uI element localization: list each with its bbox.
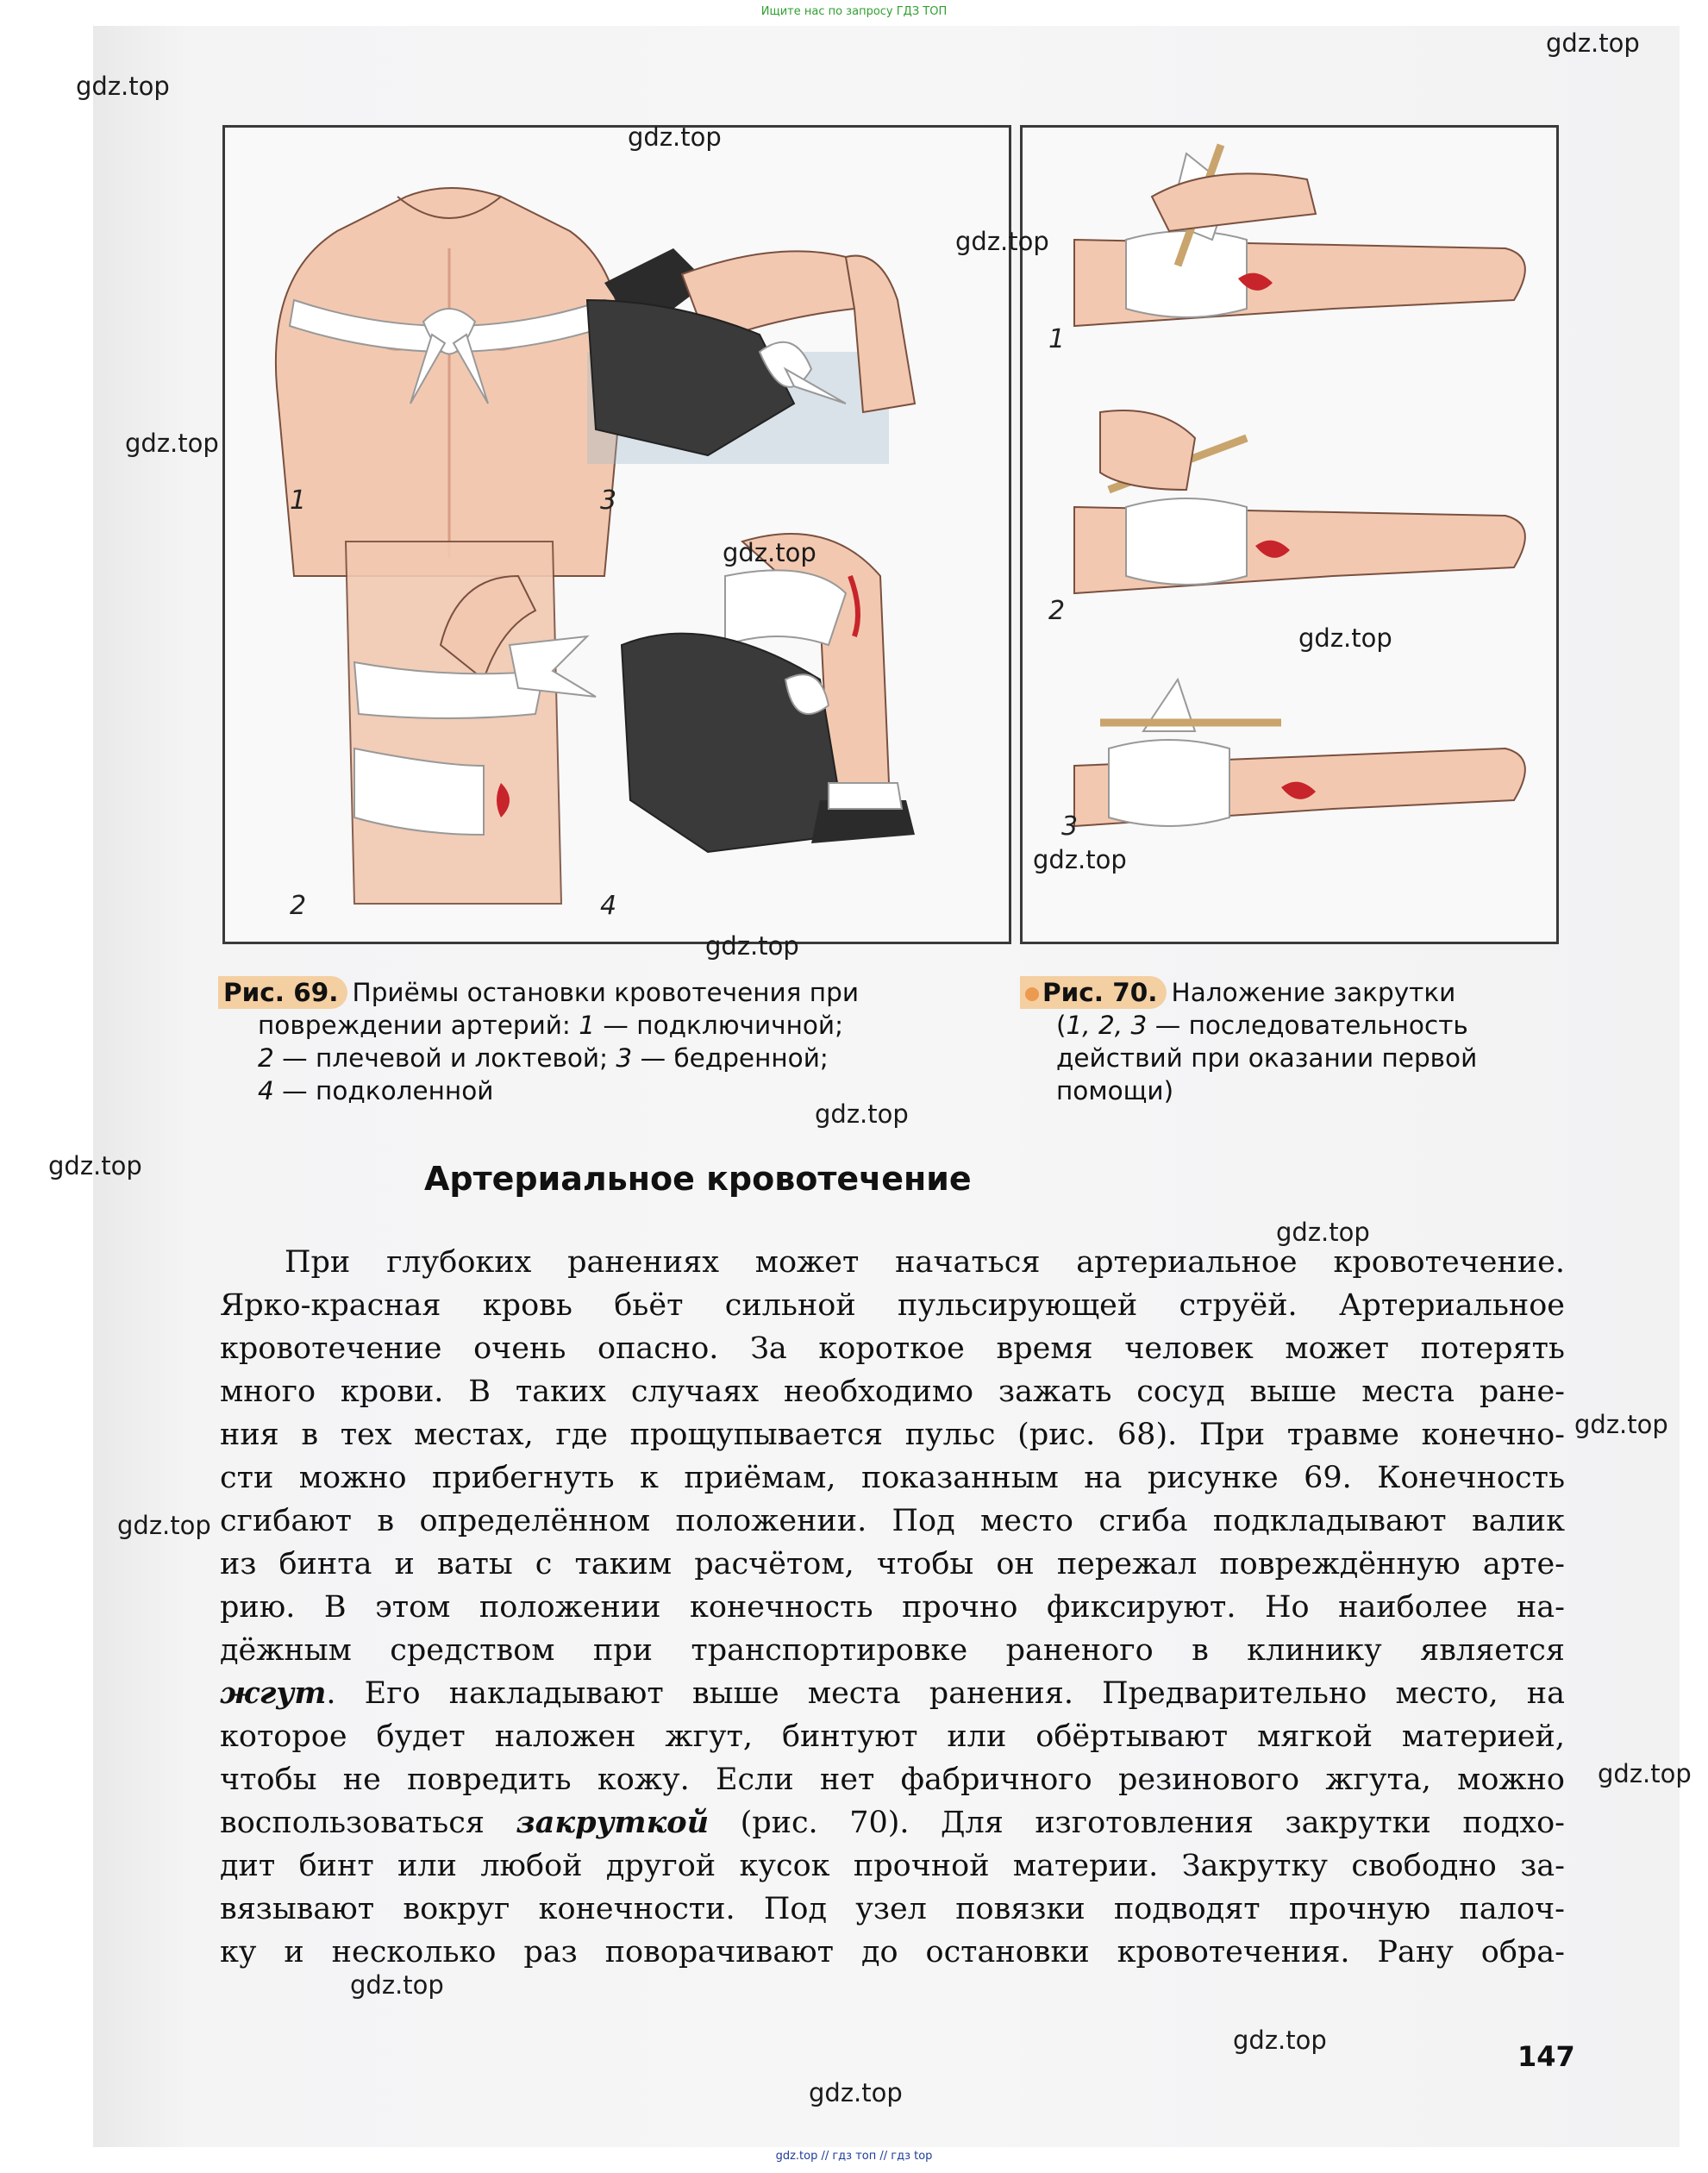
body-line: из бинта и ваты с таким расчётом, чтобы он пережал повреждённую арте- <box>220 1547 1565 1581</box>
body-line: дит бинт или любой другой кусок прочной материи. Закрутку свободно за- <box>220 1849 1565 1883</box>
caption-text: помощи) <box>1056 1076 1174 1105</box>
watermark: gdz.top <box>350 1970 444 2000</box>
watermark: gdz.top <box>815 1099 909 1129</box>
term-zhgut: жгут <box>220 1675 327 1711</box>
caption-italic-num: 3 <box>616 1043 633 1073</box>
figure-70-tag <box>1020 976 1167 1009</box>
fig69-panel-label: 2 <box>290 891 307 921</box>
top-note: Ищите нас по запросу ГДЗ ТОП <box>760 5 948 18</box>
body-line: вязывают вокруг конечности. Под узел повязки подводят прочную палоч- <box>220 1892 1565 1926</box>
body-line: рию. В этом положении конечность прочно фиксируют. Но наиболее на- <box>220 1590 1565 1625</box>
body-line: ния в тех местах, где прощупывается пульс (рис. 68). При травме конечно- <box>220 1418 1565 1452</box>
watermark: gdz.top <box>1033 845 1127 874</box>
watermark: gdz.top <box>628 122 722 152</box>
caption-text: Наложение закрутки <box>1171 978 1456 1007</box>
panel-2-tourniquet-illustration <box>1074 410 1525 593</box>
fig70-panel-label: 2 <box>1048 596 1066 626</box>
figure-70 <box>1020 125 1559 944</box>
panel-2-arm-illustration <box>346 542 596 904</box>
caption-italic-num: 1, 2, 3 <box>1066 1011 1148 1040</box>
caption-text: — плечевой и локтевой; <box>273 1043 616 1073</box>
body-line: сти можно прибегнуть к приёмам, показанным на рисунке 69. Конечность <box>220 1461 1565 1495</box>
caption-dot-icon <box>1025 987 1039 1001</box>
figure-69-caption <box>218 976 994 1107</box>
panel-1-tourniquet-illustration <box>1074 145 1525 326</box>
fig69-panel-label: 3 <box>600 485 617 516</box>
figure-70-tag-text: Рис. 70. <box>1042 978 1158 1007</box>
watermark: gdz.top <box>809 2078 903 2107</box>
body-line <box>220 1802 1565 1844</box>
caption-text: — бедренной; <box>632 1043 829 1073</box>
caption-italic-num: 2 <box>258 1043 274 1073</box>
caption-text: повреждении артерий: <box>258 1011 579 1040</box>
watermark: gdz.top <box>1574 1410 1668 1439</box>
body-text: . Его накладывают выше места ранения. Предварительно место, на <box>326 1676 1565 1711</box>
panel-4-knee-illustration <box>622 534 915 852</box>
caption-text: — подключичной; <box>595 1011 844 1040</box>
figure-69-illustration <box>225 128 1009 942</box>
body-line: много крови. В таких случаях необходимо зажать сосуд выше места ране- <box>220 1375 1565 1409</box>
bottom-note: gdz.top // гдз топ // гдз top <box>775 2150 933 2163</box>
caption-italic-num: 4 <box>258 1076 274 1105</box>
watermark: gdz.top <box>1598 1759 1692 1788</box>
body-line: Ярко-красная кровь бьёт сильной пульсирующей струёй. Артериальное <box>220 1288 1565 1323</box>
body-line: которое будет наложен жгут, бинтуют или обёртывают мягкой материей, <box>220 1719 1565 1754</box>
body-line: ку и несколько раз поворачивают до остановки кровотечения. Рану обра- <box>220 1935 1565 1969</box>
fig69-panel-label: 4 <box>600 891 617 921</box>
caption-italic-num: 1 <box>579 1011 596 1040</box>
figure-70-illustration <box>1023 128 1556 942</box>
body-text: (рис. 70). Для изготовления закрутки подхо- <box>709 1806 1565 1840</box>
watermark: gdz.top <box>48 1151 142 1180</box>
panel-3-tourniquet-illustration <box>1074 679 1525 826</box>
watermark: gdz.top <box>1276 1218 1370 1247</box>
body-line: кровотечение очень опасно. За короткое время человек может потерять <box>220 1331 1565 1366</box>
figure-70-caption <box>1020 976 1555 1107</box>
body-line: При глубоких ранениях может начаться артериальное кровотечение. <box>285 1245 1565 1280</box>
body-line: сгибают в определённом положении. Под место сгиба подкладывают валик <box>220 1504 1565 1538</box>
section-heading: Артериальное кровотечение <box>424 1160 972 1198</box>
watermark: gdz.top <box>1298 623 1392 653</box>
watermark: gdz.top <box>723 538 816 567</box>
watermark: gdz.top <box>1233 2026 1327 2055</box>
page-number: 147 <box>1517 2040 1575 2073</box>
caption-text: — подколенной <box>273 1076 494 1105</box>
panel-1-back-illustration <box>276 188 623 576</box>
figure-69-tag: Рис. 69. <box>218 976 347 1009</box>
watermark: gdz.top <box>125 429 219 458</box>
caption-text: действий при оказании первой <box>1056 1043 1478 1073</box>
watermark: gdz.top <box>705 931 799 961</box>
caption-text: — последовательность <box>1147 1011 1468 1040</box>
watermark: gdz.top <box>1546 28 1640 58</box>
watermark: gdz.top <box>76 72 170 101</box>
body-text: воспользоваться <box>220 1806 516 1840</box>
caption-text: ( <box>1056 1011 1067 1040</box>
term-zakrutka: закруткой <box>516 1805 710 1840</box>
panel-3-thigh-illustration <box>587 248 915 464</box>
fig70-panel-label: 1 <box>1048 324 1066 354</box>
fig69-panel-label: 1 <box>290 485 307 516</box>
body-line: дёжным средством при транспортировке раненого в клинику является <box>220 1633 1565 1668</box>
figure-69 <box>222 125 1011 944</box>
watermark: gdz.top <box>955 227 1049 256</box>
caption-text: Приёмы остановки кровотечения при <box>352 978 859 1007</box>
watermark: gdz.top <box>117 1511 211 1540</box>
body-line <box>220 1673 1565 1714</box>
body-line: чтобы не повредить кожу. Если нет фабричного резинового жгута, можно <box>220 1763 1565 1797</box>
fig70-panel-label: 3 <box>1061 811 1079 842</box>
